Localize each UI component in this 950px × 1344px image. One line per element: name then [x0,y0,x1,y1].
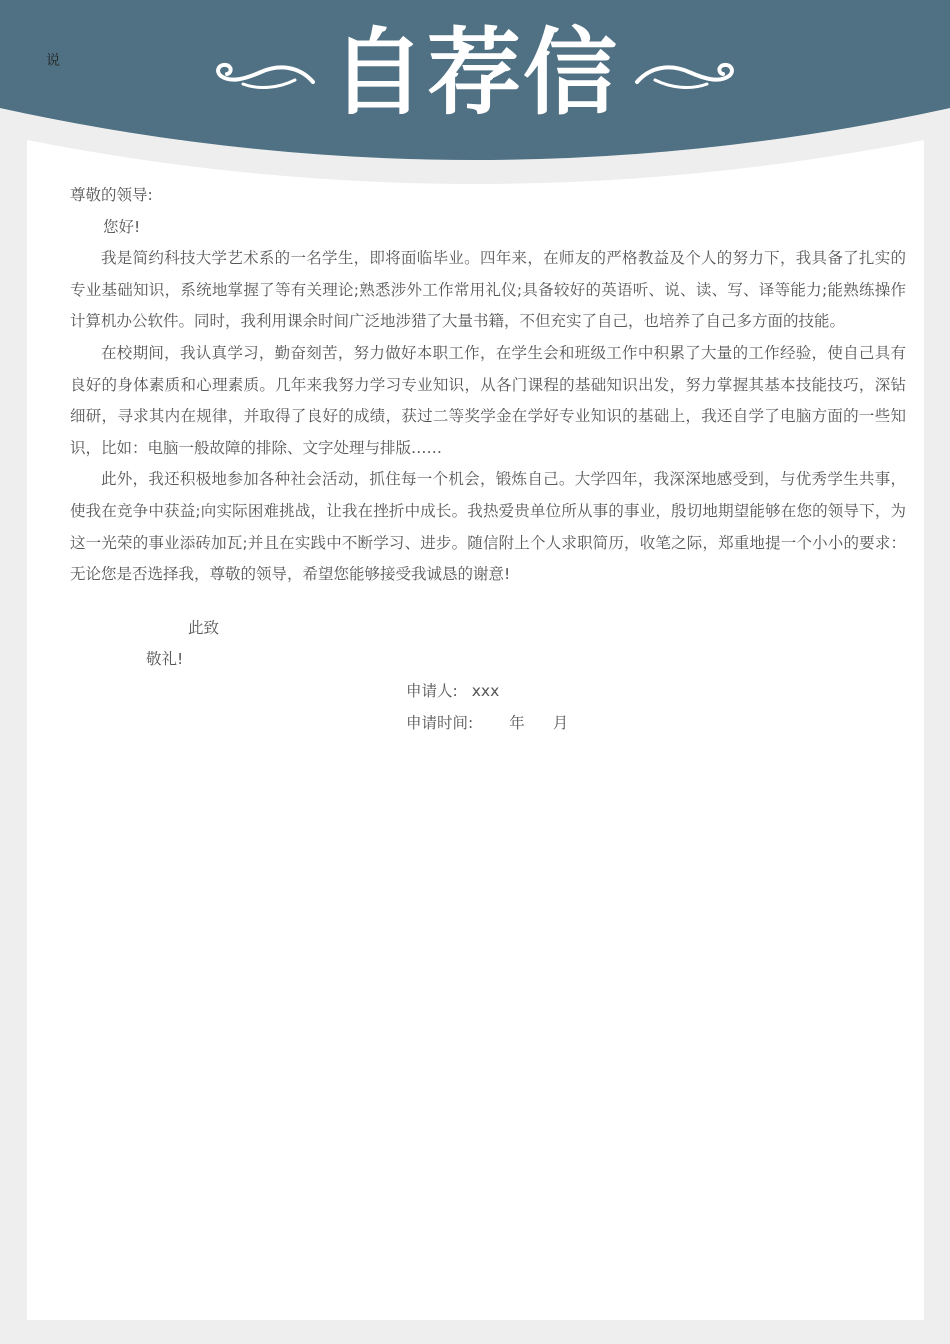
date-month: 月 [552,713,569,732]
date-year: 年 [509,713,525,732]
date-label: 申请时间: [406,713,474,732]
date-row [70,708,906,740]
paragraph-3: 此外，我还积极地参加各种社会活动，抓住每一个机会，锻炼自己。大学四年，我深深地感受到，与优秀学生共事，使我在竞争中获益;向实际困难挑战，让我在挫折中成长。我热爱贵单位所从事的事业，殷切地期望能够在您的领导下，为这一光荣的事业添砖加瓦;并且在实践中不断学习、进步。随信附上个人求职简历，收笔之际，郑重地提一个小小的要求：无论您是否选择我，尊敬的领导，希望您能够接受我诚恳的谢意! [70,470,906,584]
flourish-right-icon [633,52,737,96]
flourish-left-icon [213,52,317,96]
title-area [0,14,950,134]
salute: 敬礼! [146,650,184,669]
paragraph-1: 我是简约科技大学艺术系的一名学生，即将面临毕业。四年来，在师友的严格教益及个人的努力下，我具备了扎实的专业基础知识，系统地掌握了等有关理论;熟悉涉外工作常用礼仪;具备较好的英语听、说、读、写、译等能力;能熟练操作计算机办公软件。同时，我利用课余时间广泛地涉猎了大量书籍，不但充实了自己，也培养了自己多方面的技能。 [70,249,906,331]
applicant-value: xxx [471,681,500,700]
letter-body [70,180,906,739]
applicant-label: 申请人: [406,681,458,700]
paragraph-2: 在校期间，我认真学习，勤奋刻苦，努力做好本职工作，在学生会和班级工作中积累了大量的工作经验，使自己具有良好的身体素质和心理素质。几年来我努力学习专业知识，从各门课程的基础知识出发，努力掌握其基本技能技巧，深钻细研，寻求其内在规律，并取得了良好的成绩，获过二等奖学金在学好专业知识的基础上，我还自学了电脑方面的一些知识，比如：电脑一般故障的排除、文字处理与排版…… [70,343,906,457]
closing: 此致 [188,618,220,637]
corner-note: 说 [46,53,60,69]
applicant-row [70,676,906,708]
greeting: 您好! [103,217,141,236]
salutation: 尊敬的领导: [70,186,153,204]
page-title: 自荐信 [330,19,619,128]
